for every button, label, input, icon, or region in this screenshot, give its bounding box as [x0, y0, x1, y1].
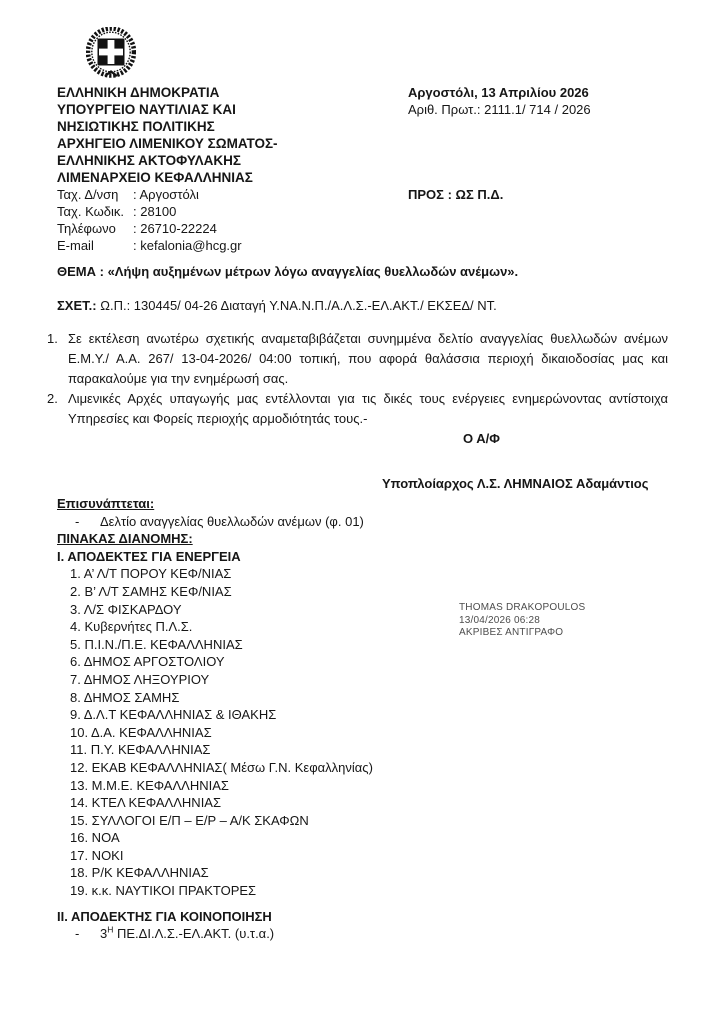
distribution-item: 12. ΕΚΑΒ ΚΕΦΑΛΛΗΝΙΑΣ( Μέσω Γ.Ν. Κεφαλληνίας): [70, 759, 373, 775]
agency-line: ΕΛΛΗΝΙΚΗΣ ΑΚΤΟΦΥΛΑΚΗΣ: [57, 153, 241, 168]
paragraph-text: Σε εκτέλεση ανωτέρω σχετικής αναμεταβιβάζεται συνημμένα δελτίο αναγγελίας θυελλωδών ανέμων Ε.Μ.Υ./ Α.Α. 267/ 13-04-2026/ 04:00 τοπική, που αφορά θαλάσσια περιοχή δικαιοδοσίας μας και παρακαλούμε για την ενημέρωσή σας.: [68, 331, 668, 386]
cc-item-text: $3^H$ ΠΕ.ΔΙ.Λ.Σ.-ΕΛ.ΑΚΤ. (υ.τ.α.): [100, 924, 275, 942]
attachments-and-distribution: [57, 495, 668, 943]
subject-label: ΘΕΜΑ :: [57, 264, 104, 279]
contact-block: [57, 186, 408, 254]
stamp-signer-name: THOMAS DRAKOPOULOS: [459, 602, 586, 613]
contact-phone: Τηλέφωνο : 26710-22224: [57, 221, 217, 236]
recipient-line: ΠΡΟΣ : ΩΣ Π.Δ.: [408, 187, 504, 202]
body-paragraph-2: [47, 389, 668, 429]
distribution-item: 8. ΔΗΜΟΣ ΣΑΜΗΣ: [70, 689, 180, 705]
agency-line: ΥΠΟΥΡΓΕΙΟ ΝΑΥΤΙΛΙΑΣ ΚΑΙ: [57, 102, 236, 117]
ordinal-superscript: Η: [107, 924, 114, 935]
attachments-heading: Επισυνάπτεται:: [57, 496, 155, 511]
contact-address: Ταχ. Δ/νση : Αργοστόλι: [57, 187, 199, 202]
distribution-item: 11. Π.Υ. ΚΕΦΑΛΛΗΝΙΑΣ: [70, 742, 211, 758]
attachment-text: Δελτίο αναγγελίας θυελλωδών ανέμων (φ. 01): [100, 513, 364, 529]
body-paragraph-1: [47, 329, 668, 389]
contact-postal-code: Ταχ. Κωδικ. : 28100: [57, 204, 177, 219]
dash-bullet: -: [75, 513, 80, 529]
reference-line: [57, 297, 668, 314]
distribution-item: 16. ΝΟΑ: [70, 830, 120, 846]
distribution-cc-heading: ΙΙ. ΑΠΟΔΕΚΤΗΣ ΓΙΑ ΚΟΙΝΟΠΟΙΗΣΗ: [57, 908, 272, 924]
agency-line: ΕΛΛΗΝΙΚΗ ΔΗΜΟΚΡΑΤΙΑ: [57, 85, 220, 100]
agency-line: ΑΡΧΗΓΕΙΟ ΛΙΜΕΝΙΚΟΥ ΣΩΜΑΤΟΣ-: [57, 136, 278, 151]
distribution-item: 5. Π.Ι.Ν./Π.Ε. ΚΕΦΑΛΛΗΝΙΑΣ: [70, 636, 243, 652]
distribution-item: 3. Λ/Σ ΦΙΣΚΑΡΔΟΥ: [70, 601, 182, 617]
paragraph-number: 1.: [47, 331, 58, 346]
agency-line: ΛΙΜΕΝΑΡΧΕΙΟ ΚΕΦΑΛΛΗΝΙΑΣ: [57, 170, 253, 185]
distribution-action-heading: Ι. ΑΠΟΔΕΚΤΕΣ ΓΙΑ ΕΝΕΡΓΕΙΑ: [57, 548, 241, 564]
paragraph-text: Λιμενικές Αρχές υπαγωγής μας εντέλλονται για τις δικές τους ενέργειες ενημερώνοντας αντίστοιχα Υπηρεσίες και Φορείς περιοχής αρμοδιότητάς τους.-: [68, 391, 668, 426]
distribution-item: 9. Δ.Λ.Τ ΚΕΦΑΛΛΗΝΙΑΣ & ΙΘΑΚΗΣ: [70, 707, 277, 723]
distribution-item: 19. κ.κ. ΝΑΥΤΙΚΟΙ ΠΡΑΚΤΟΡΕΣ: [70, 883, 257, 899]
header-right-block: [408, 84, 668, 254]
distribution-item: 4. Κυβερνήτες Π.Λ.Σ.: [70, 619, 193, 635]
letter-header: [57, 84, 668, 254]
distribution-item: 7. ΔΗΜΟΣ ΛΗΞΟΥΡΙΟΥ: [70, 671, 210, 687]
distribution-cc-item: [57, 925, 668, 943]
reference-label: ΣΧΕΤ.:: [57, 298, 97, 313]
place-and-date: Αργοστόλι, 13 Απριλίου 2026: [408, 85, 589, 100]
distribution-item: 10. Δ.Α. ΚΕΦΑΛΛΗΝΙΑΣ: [70, 724, 212, 740]
attachment-item: [57, 513, 668, 531]
subject-line: [57, 263, 668, 280]
dash-bullet: -: [75, 926, 80, 942]
distribution-item: 13. Μ.Μ.Ε. ΚΕΦΑΛΛΗΝΙΑΣ: [70, 777, 229, 793]
agency-line: ΝΗΣΙΩΤΙΚΗΣ ΠΟΛΙΤΙΚΗΣ: [57, 119, 215, 134]
reference-text: Ω.Π.: 130445/ 04-26 Διαταγή Υ.ΝΑ.Ν.Π./Α.Λ.Σ.-ΕΛ.ΑΚΤ./ ΕΚΣΕΔ/ ΝΤ.: [100, 298, 497, 313]
signoff-name: Υποπλοίαρχος Λ.Σ. ΛΗΜΝΑΙΟΣ Αδαμάντιος: [382, 476, 649, 491]
distribution-item: 15. ΣΥΛΛΟΓΟΙ Ε/Π – Ε/Ρ – Α/Κ ΣΚΑΦΩΝ: [70, 812, 309, 828]
distribution-heading: ΠΙΝΑΚΑΣ ΔΙΑΝΟΜΗΣ:: [57, 531, 193, 547]
stamp-datetime: 13/04/2026 06:28: [459, 614, 541, 626]
distribution-item: 18. Ρ/Κ ΚΕΦΑΛΛΗΝΙΑΣ: [70, 865, 209, 881]
paragraph-number: 2.: [47, 391, 58, 406]
protocol-number: Αριθ. Πρωτ.: 2111.1/ 714 / 2026: [408, 102, 591, 117]
subject-text: «Λήψη αυξημένων μέτρων λόγω αναγγελίας θυελλωδών ανέμων».: [107, 264, 519, 279]
letter-body: [47, 329, 668, 429]
contact-email: E-mail : kefalonia@hcg.gr: [57, 238, 242, 253]
stamp-certified-copy-label: ΑΚΡΙΒΕΣ ΑΝΤΙΓΡΑΦΟ: [459, 627, 564, 638]
distribution-item: 17. ΝΟΚΙ: [70, 847, 124, 863]
agency-block: [57, 84, 408, 254]
signoff-title: Ο Α/Φ: [463, 431, 500, 446]
distribution-item: 14. ΚΤΕΛ ΚΕΦΑΛΛΗΝΙΑΣ: [70, 795, 222, 811]
distribution-item: 1. Α’ Λ/Τ ΠΟΡΟΥ ΚΕΦ/ΝΙΑΣ: [70, 566, 232, 582]
distribution-item: 6. ΔΗΜΟΣ ΑΡΓΟΣΤΟΛΙΟΥ: [70, 654, 225, 670]
digital-signature-stamp: [459, 602, 585, 640]
distribution-item: 2. Β’ Λ/Τ ΣΑΜΗΣ ΚΕΦ/ΝΙΑΣ: [70, 583, 232, 599]
greek-national-emblem-icon: [86, 27, 142, 84]
